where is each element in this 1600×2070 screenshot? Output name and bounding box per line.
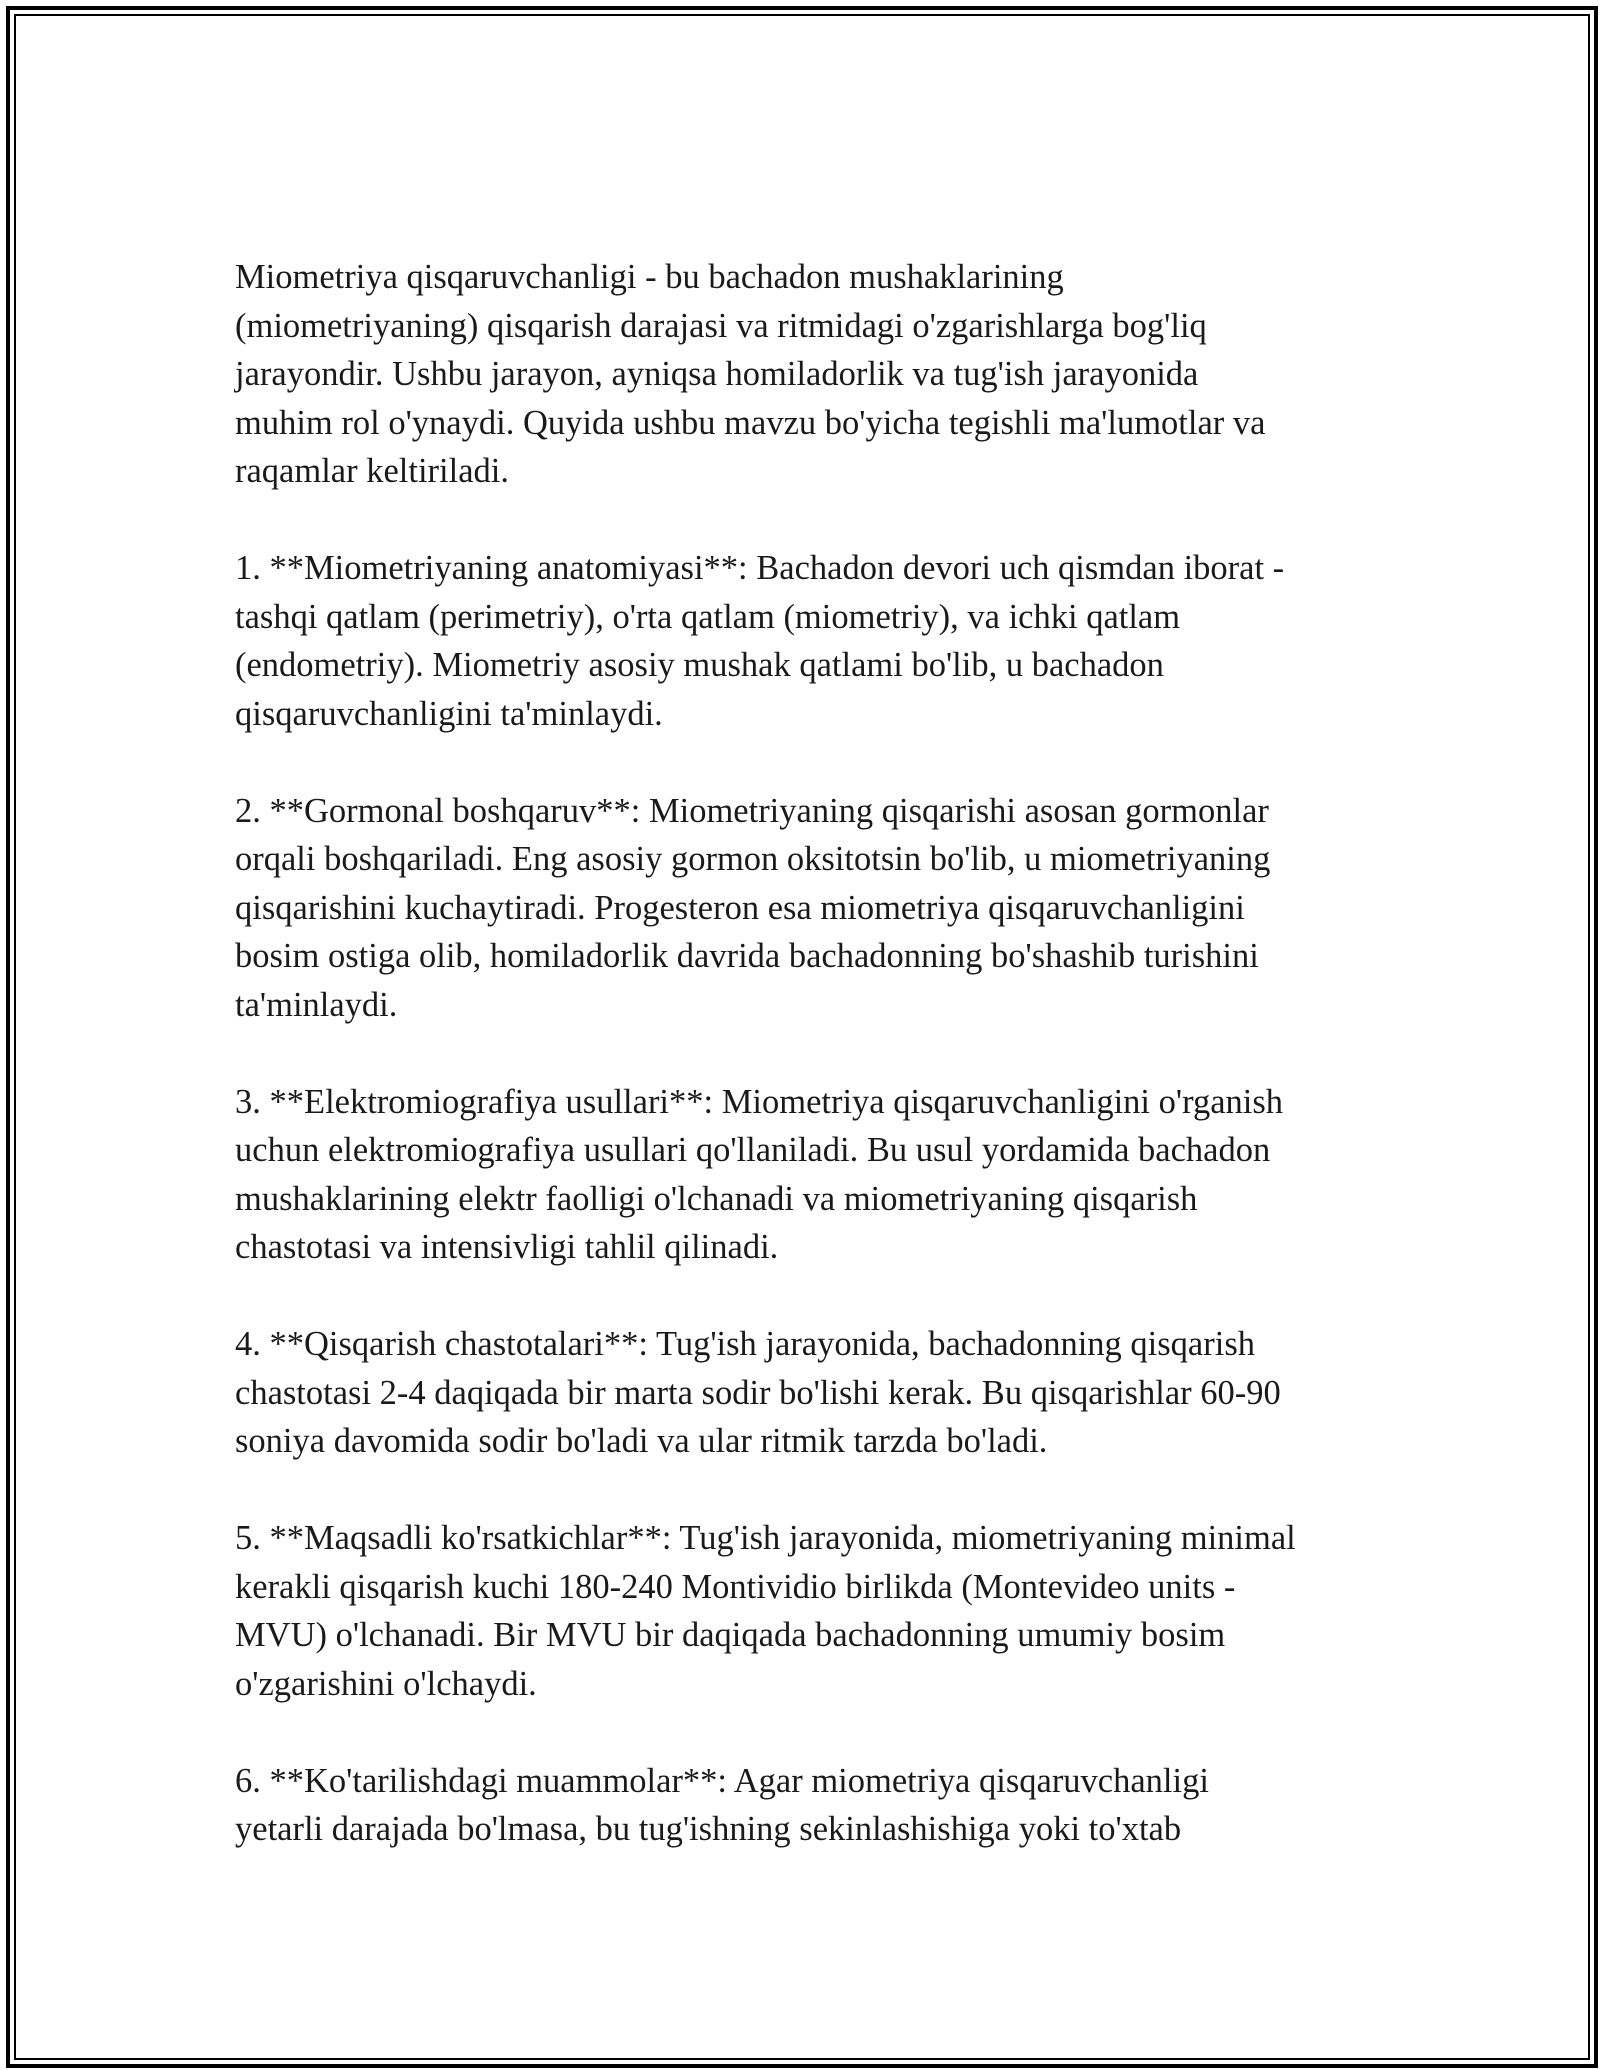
text-line: kerakli qisqarish kuchi 180-240 Montividio birlikda (Montevideo units -	[235, 1567, 1236, 1606]
text-line: (endometriy). Miometriy asosiy mushak qatlami bo'lib, u bachadon	[235, 646, 1164, 684]
text-line: o'zgarishini o'lchaydi.	[235, 1664, 537, 1703]
text-line: (miometriyaning) qisqarish darajasi va ritmidagi o'zgarishlarga bog'liq	[235, 306, 1207, 345]
text-line: Miometriya qisqaruvchanligi - bu bachadon mushaklarining	[235, 258, 1064, 296]
paragraph-intro	[235, 253, 1375, 496]
text-line: muhim rol o'ynaydi. Quyida ushbu mavzu bo'yicha tegishli ma'lumotlar va	[235, 403, 1266, 442]
text-line: bosim ostiga olib, homiladorlik davrida bachadonning bo'shashib turishini	[235, 937, 1259, 975]
text-line: mushaklarining elektr faolligi o'lchanadi va miometriyaning qisqarish	[235, 1179, 1198, 1218]
text-line: chastotasi 2-4 daqiqada bir marta sodir bo'lishi kerak. Bu qisqarishlar 60-90	[235, 1373, 1281, 1412]
text-line: 6. **Ko'tarilishdagi muammolar**: Agar miometriya qisqaruvchanligi	[235, 1761, 1209, 1800]
text-line: 5. **Maqsadli ko'rsatkichlar**: Tug'ish jarayonida, miometriyaning minimal	[235, 1519, 1296, 1557]
text-line: MVU) o'lchanadi. Bir MVU bir daqiqada bachadonning umumiy bosim	[235, 1616, 1226, 1654]
paragraph-item-4	[235, 1320, 1375, 1466]
text-line: ta'minlaydi.	[235, 985, 398, 1024]
text-line: yetarli darajada bo'lmasa, bu tug'ishning sekinlashishiga yoki to'xtab	[235, 1810, 1182, 1848]
text-line: qisqarishini kuchaytiradi. Progesteron esa miometriya qisqaruvchanligini	[235, 888, 1245, 927]
text-line: orqali boshqariladi. Eng asosiy gormon oksitotsin bo'lib, u miometriyaning	[235, 840, 1271, 878]
paragraph-item-5	[235, 1514, 1375, 1708]
text-line: 3. **Elektromiografiya usullari**: Miometriya qisqaruvchanligini o'rganish	[235, 1082, 1284, 1121]
document-body	[235, 253, 1375, 1902]
text-line: 1. **Miometriyaning anatomiyasi**: Bachadon devori uch qismdan iborat -	[235, 549, 1285, 587]
text-line: qisqaruvchanligini ta'minlaydi.	[235, 694, 663, 733]
paragraph-item-1	[235, 544, 1375, 738]
text-line: uchun elektromiografiya usullari qo'llaniladi. Bu usul yordamida bachadon	[235, 1131, 1271, 1169]
paragraph-item-2	[235, 787, 1375, 1030]
text-line: 4. **Qisqarish chastotalari**: Tug'ish jarayonida, bachadonning qisqarish	[235, 1325, 1255, 1363]
text-line: chastotasi va intensivligi tahlil qilinadi.	[235, 1228, 779, 1266]
text-line: soniya davomida sodir bo'ladi va ular ritmik tarzda bo'ladi.	[235, 1422, 1048, 1460]
text-line: 2. **Gormonal boshqaruv**: Miometriyaning qisqarishi asosan gormonlar	[235, 791, 1269, 830]
paragraph-item-3	[235, 1078, 1375, 1272]
paragraph-item-6	[235, 1757, 1375, 1854]
text-line: jarayondir. Ushbu jarayon, ayniqsa homiladorlik va tug'ish jarayonida	[235, 355, 1199, 393]
text-line: raqamlar keltiriladi.	[235, 452, 509, 490]
text-line: tashqi qatlam (perimetriy), o'rta qatlam (miometriy), va ichki qatlam	[235, 597, 1181, 636]
